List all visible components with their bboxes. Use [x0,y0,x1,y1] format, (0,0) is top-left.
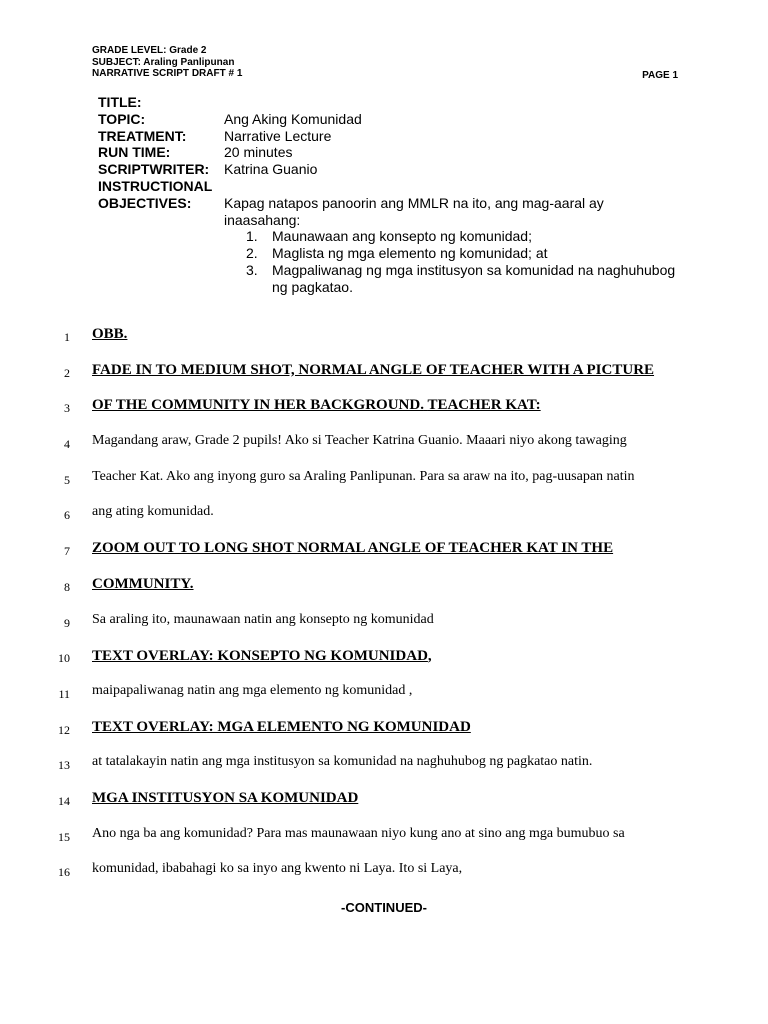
script-line [0,610,768,646]
objective-number: 1. [246,228,258,245]
line-number: 16 [58,865,70,880]
line-number: 11 [58,686,70,701]
trailing-comma: , [427,648,432,665]
line-number: 13 [58,758,70,773]
page-number: PAGE 1 [642,70,678,81]
objective-item [224,228,679,245]
stage-direction [92,397,541,414]
line-number: 1 [64,330,70,344]
topic-value: Ang Aking Komunidad [224,110,362,127]
script-line [0,788,768,824]
runtime-row [98,144,679,161]
objectives-label-line1: INSTRUCTIONAL [98,177,213,194]
dialogue-line: Magandang araw, Grade 2 pupils! Ako si Teacher Katrina Guanio. Maaari niyo akong tawaging [92,433,627,449]
script-metadata [98,94,679,296]
dialogue-line: komunidad, ibabahagi ko sa inyo ang kwento ni Laya. Ito si Laya, [92,861,463,877]
line-number: 6 [64,508,70,523]
objective-item [224,262,679,296]
subject: SUBJECT: Araling Panlipunan [92,56,235,68]
stage-direction: OBB. [92,326,128,342]
runtime-value: 20 minutes [224,144,293,161]
script-body [0,324,768,895]
character-cue: TEACHER KAT: [427,397,541,414]
script-line [0,502,768,538]
stage-direction: TEXT OVERLAY: KONSEPTO NG KOMUNIDAD [92,648,428,665]
stage-direction: COMMUNITY. [92,575,194,592]
stage-direction: FADE IN TO MEDIUM SHOT, NORMAL ANGLE OF TEACHER WITH A PICTURE [92,361,655,378]
treatment-row [98,128,679,145]
objectives-row [98,195,679,296]
objective-item [224,245,679,262]
objective-number: 2. [246,245,258,262]
draft-label: NARRATIVE SCRIPT DRAFT # 1 [92,68,243,79]
line-number: 12 [58,722,70,737]
script-line [0,324,768,360]
script-line [0,824,768,860]
line-number: 2 [64,365,70,380]
runtime-label: RUN TIME: [98,144,171,161]
line-number: 5 [64,472,70,487]
document-header [92,45,242,80]
script-line [0,574,768,610]
script-line [0,717,768,753]
line-number: 3 [64,401,70,416]
line-number: 14 [58,793,70,808]
dialogue-line: Teacher Kat. Ako ang inyong guro sa Araling Panlipunan. Para sa araw na ito, pag-uusapan natin [92,468,635,484]
topic-label: TOPIC: [98,110,146,127]
continued-marker: -CONTINUED- [341,900,427,915]
line-number: 8 [64,579,70,594]
dialogue-line: maipapaliwanag natin ang mga elemento ng komunidad , [92,682,413,698]
line-number: 10 [58,651,70,666]
title-value [224,94,679,111]
stage-direction: ZOOM OUT TO LONG SHOT NORMAL ANGLE OF TEACHER KAT IN THE [92,540,614,557]
objective-text: Magpaliwanag ng mga institusyon sa komunidad na naghuhubog ng pagkatao. [272,261,676,295]
script-line [0,681,768,717]
stage-direction-with-comma [92,647,432,665]
title-row [98,94,679,111]
dialogue-line: Sa araling ito, maunawaan natin ang konsepto ng komunidad [92,611,434,627]
scriptwriter-label: SCRIPTWRITER: [98,161,210,178]
dialogue-line: ang ating komunidad. [92,504,214,520]
script-line [0,360,768,396]
stage-direction-part: OF THE COMMUNITY IN HER BACKGROUND. [92,397,424,414]
script-line [0,538,768,574]
script-line [0,645,768,681]
treatment-value: Narrative Lecture [224,127,332,144]
treatment-label: TREATMENT: [98,127,187,144]
script-line [0,431,768,467]
topic-row [98,111,679,128]
scriptwriter-value: Katrina Guanio [224,161,318,178]
objectives-intro: Kapag natapos panoorin ang MMLR na ito, ang mag-aaral ay inaasahang: [224,194,604,228]
objectives-value [224,195,679,296]
objective-text: Maunawaan ang konsepto ng komunidad; [272,228,532,245]
line-number: 7 [64,544,70,559]
grade-level: GRADE LEVEL: Grade 2 [92,45,207,56]
objectives-label-line2: OBJECTIVES: [98,194,192,211]
objectives-list [224,228,679,295]
scriptwriter-row [98,161,679,178]
script-line [0,859,768,895]
line-number: 9 [64,615,70,630]
script-line [0,467,768,503]
objective-text: Maglista ng mga elemento ng komunidad; at [272,245,548,262]
stage-direction: MGA INSTITUSYON SA KOMUNIDAD [92,789,359,806]
script-line [0,752,768,788]
stage-direction: TEXT OVERLAY: MGA ELEMENTO NG KOMUNIDAD [92,718,471,735]
objective-number: 3. [246,261,258,278]
objectives-label-row [98,178,679,195]
line-number: 15 [58,829,70,844]
script-line [0,395,768,431]
title-label: TITLE: [98,94,142,110]
line-number: 4 [64,437,70,452]
dialogue-line: Ano nga ba ang komunidad? Para mas maunawaan niyo kung ano at sino ang mga bumubuo sa [92,825,625,841]
dialogue-line: at tatalakayin natin ang mga institusyon sa komunidad na naghuhubog ng pagkatao natin. [92,754,593,770]
